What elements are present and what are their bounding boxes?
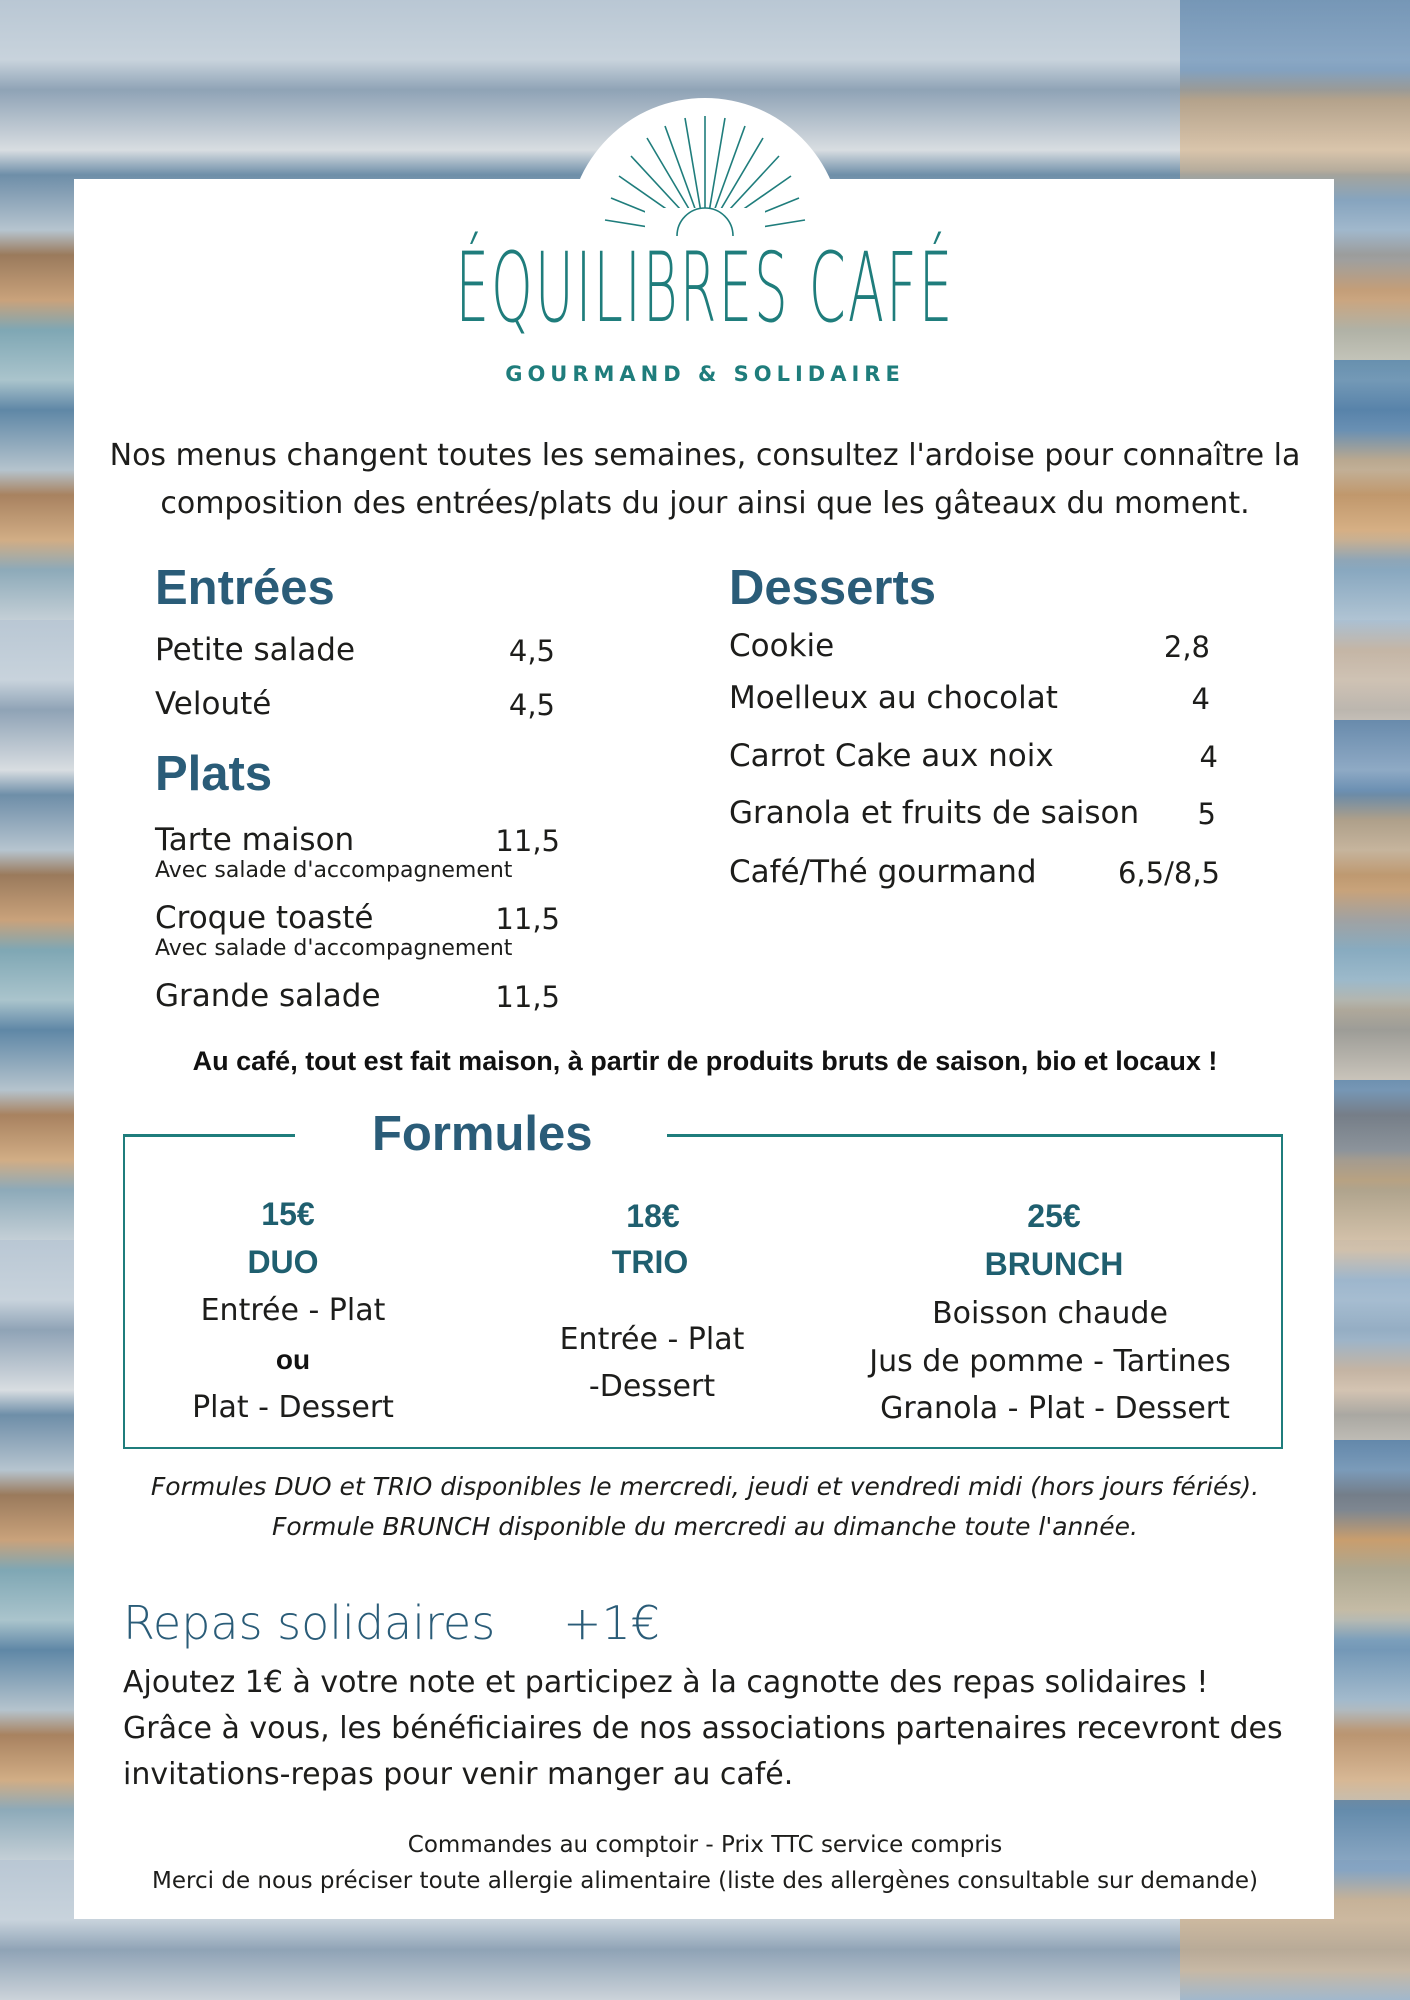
homemade-tagline: Au café, tout est fait maison, à partir de produits bruts de saison, bio et locaux ! [192,1046,1218,1076]
formules-note-2: Formule BRUNCH disponible du mercredi au dimanche toute l'année. [272,1512,1138,1541]
dessert-item-price: 5 [1197,797,1216,831]
trio-price: 18€ [626,1198,680,1234]
trio-line-2: -Dessert [588,1369,716,1404]
entrees-title: Entrées [155,561,335,615]
duo-name: DUO [247,1244,319,1280]
repas-description [123,1660,1283,1798]
plats-title: Plats [155,747,273,801]
dessert-item-name: Moelleux au chocolat [729,680,1058,716]
plat-item-note: Avec salade d'accompagnement [155,936,513,961]
dessert-item-price: 4 [1191,682,1210,716]
formules-note-1: Formules DUO et TRIO disponibles le mercredi, jeudi et vendredi midi (hors jours fériés). [150,1472,1260,1501]
plat-item-price: 11,5 [495,980,560,1014]
brand-name: ÉQUILIBRES CAFÉ [455,232,955,344]
dessert-item-name: Carrot Cake aux noix [729,738,1054,774]
plat-item-name: Grande salade [155,978,381,1014]
entree-item-name: Velouté [155,686,272,722]
formules-title: Formules [372,1107,593,1161]
dessert-item-price: 4 [1199,740,1218,774]
intro-line-1: Nos menus changent toutes les semaines, consultez l'ardoise pour connaître la [109,438,1301,473]
formules-border-top-right [667,1134,1283,1137]
entree-item-price: 4,5 [508,634,555,668]
brunch-price: 25€ [1027,1198,1081,1234]
footer-line-2: Merci de nous préciser toute allergie alimentaire (liste des allergènes consultable sur demande) [152,1868,1258,1894]
trio-line-1: Entrée - Plat [559,1322,745,1357]
duo-price: 15€ [261,1196,315,1232]
brunch-line-1: Boisson chaude [932,1296,1168,1331]
brunch-line-2: Jus de pomme - Tartines [869,1344,1231,1379]
entree-item-price: 4,5 [508,688,555,722]
formules-border-top-left [123,1134,295,1137]
repas-title: Repas solidaires [123,1596,496,1650]
entree-item-name: Petite salade [155,632,356,668]
duo-or: ou [275,1344,311,1375]
plat-item-name: Tarte maison [155,822,355,858]
plat-item-note: Avec salade d'accompagnement [155,858,513,883]
trio-name: TRIO [611,1244,689,1280]
brunch-name: BRUNCH [984,1246,1124,1282]
intro-text [100,432,1310,528]
dessert-item-name: Cookie [729,628,835,664]
intro-line-2: composition des entrées/plats du jour ainsi que les gâteaux du moment. [160,486,1250,521]
brand-tagline: GOURMAND & SOLIDAIRE [505,362,905,386]
sun-rays-logo-icon [585,108,825,238]
brunch-line-3: Granola - Plat - Dessert [880,1391,1230,1426]
repas-price: +1€ [563,1596,661,1650]
repas-line-3: invitations-repas pour venir manger au café. [123,1757,794,1792]
duo-line-1: Entrée - Plat [200,1293,386,1328]
dessert-item-price: 6,5/8,5 [1117,856,1220,890]
plat-item-price: 11,5 [495,902,560,936]
plat-item-price: 11,5 [495,824,560,858]
dessert-item-name: Café/Thé gourmand [729,854,1037,890]
duo-line-2: Plat - Dessert [192,1390,394,1425]
plat-item-name: Croque toasté [155,900,374,936]
footer-line-1: Commandes au comptoir - Prix TTC service compris [407,1832,1003,1858]
repas-line-1: Ajoutez 1€ à votre note et participez à la cagnotte des repas solidaires ! [123,1665,1209,1700]
desserts-title: Desserts [729,561,937,615]
dessert-item-name: Granola et fruits de saison [729,795,1140,831]
dessert-item-price: 2,8 [1163,630,1210,664]
repas-line-2: Grâce à vous, les bénéficiaires de nos associations partenaires recevront des [123,1711,1283,1746]
